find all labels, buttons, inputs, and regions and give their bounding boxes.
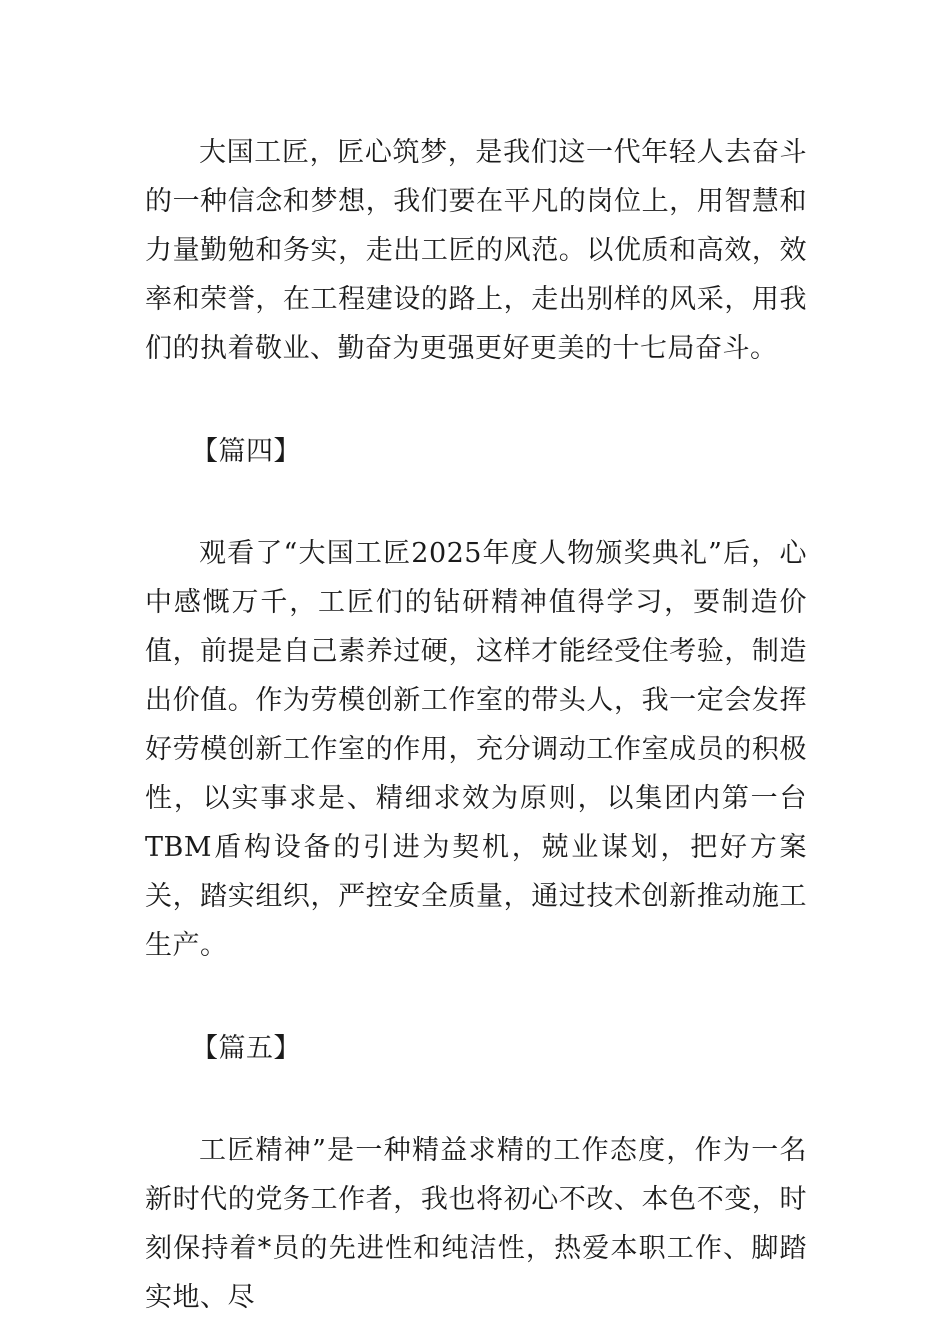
section-heading-part-five: 【篇五】 (191, 1033, 301, 1064)
section-heading-part-four: 【篇四】 (191, 436, 301, 467)
paragraph-spacer (145, 970, 807, 1024)
paragraph-craftsman-spirit: 工匠精神”是一种精益求精的工作态度，作为一名新时代的党务工作者，我也将初心不改、本色不变，时刻保持着*员的先进性和纯洁性，热爱本职工作、脚踏实地、尽 (145, 1135, 807, 1313)
document-body (145, 128, 807, 1322)
paragraph-spacer (145, 1073, 807, 1126)
paragraph-craftsman-dream: 大国工匠，匠心筑梦，是我们这一代年轻人去奋斗的一种信念和梦想，我们要在平凡的岗位上，用智慧和力量勤勉和务实，走出工匠的风范。以优质和高效，效率和荣誉，在工程建设的路上，走出别样的风采，用我们的执着敬业、勤奋为更强更好更美的十七局奋斗。 (145, 137, 807, 364)
paragraph-spacer (145, 373, 807, 427)
paragraph-award-ceremony: 观看了“大国工匠2025年度人物颁奖典礼”后，心中感慨万千，工匠们的钻研精神值得学习，要制造价值，前提是自己素养过硬，这样才能经受住考验，制造出价值。作为劳模创新工作室的带头人，我一定会发挥好劳模创新工作室的作用，充分调动工作室成员的积极性，以实事求是、精细求效为原则，以集团内第一台TBM盾构设备的引进为契机，兢业谋划，把好方案关，踏实组织，严控安全质量，通过技术创新推动施工生产。 (145, 538, 807, 961)
paragraph-spacer (145, 476, 807, 529)
